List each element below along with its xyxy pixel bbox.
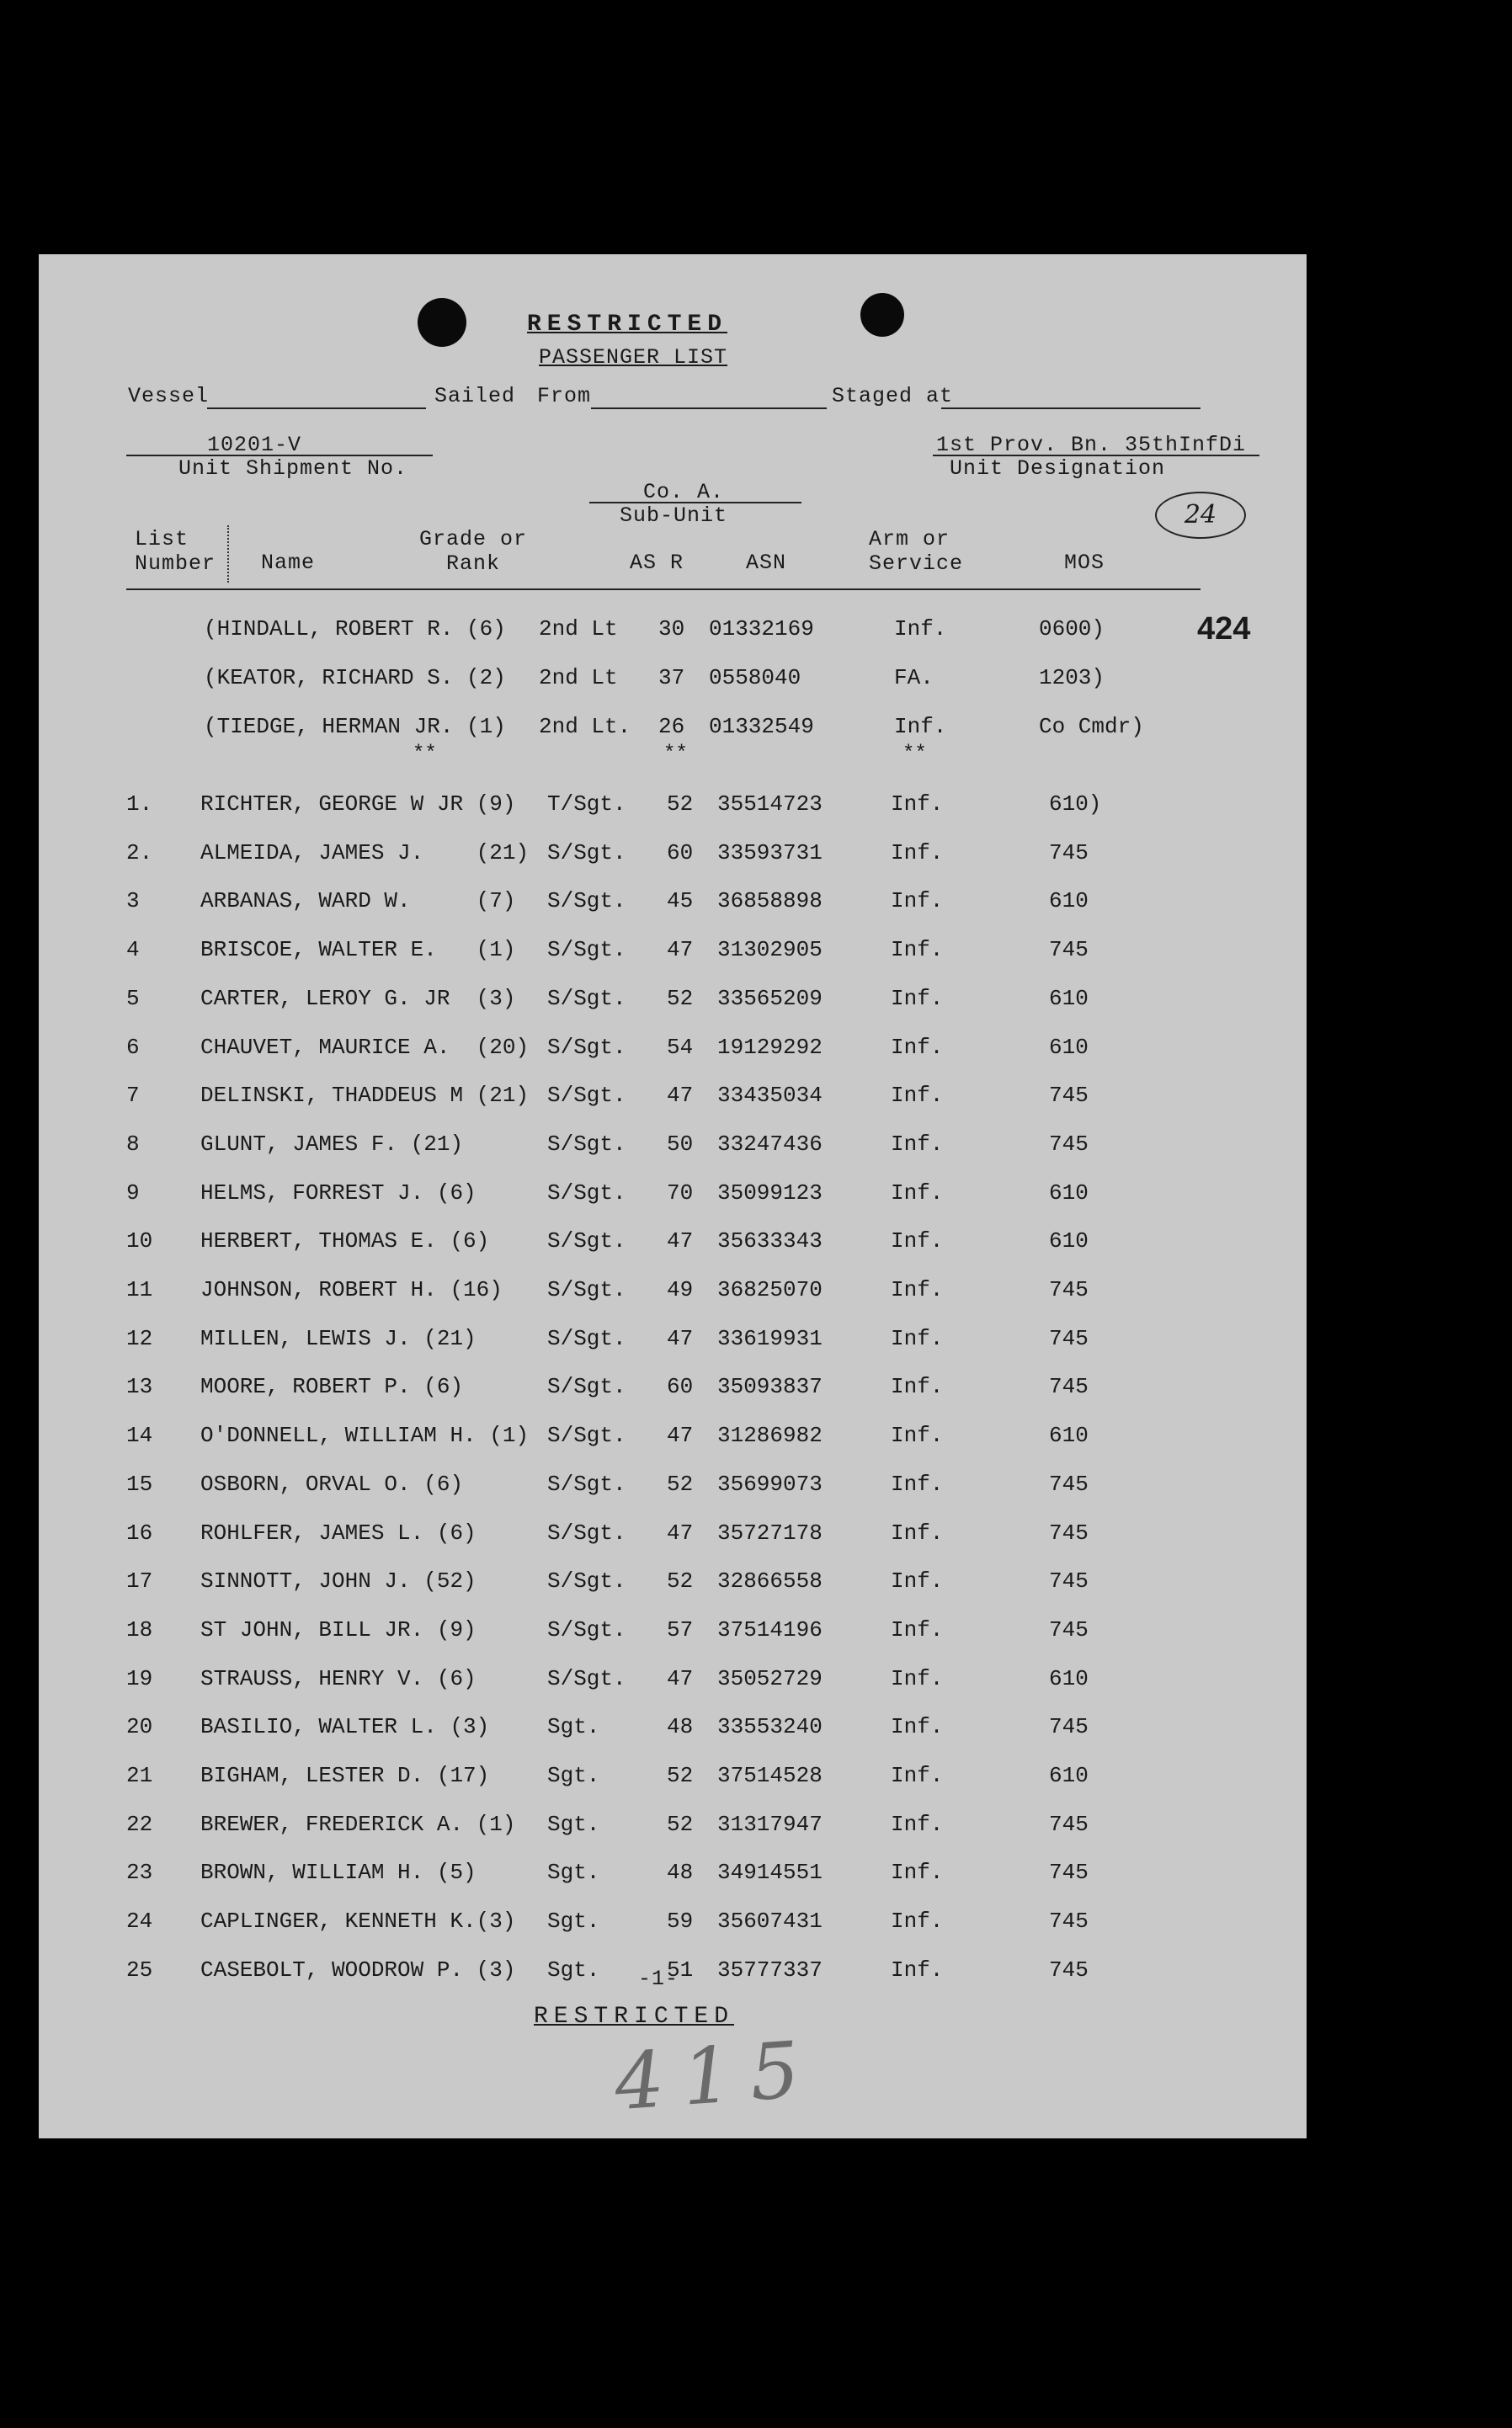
passenger-grade: S/Sgt. xyxy=(547,1374,626,1399)
list-number: 7 xyxy=(126,1083,140,1108)
passenger-asr: 51 xyxy=(667,1957,694,1983)
passenger-mos: 745 xyxy=(1049,937,1089,962)
passenger-asr: 60 xyxy=(667,840,694,865)
vessel-blank xyxy=(207,407,426,409)
list-number: 1. xyxy=(126,791,153,817)
passenger-arm: Inf. xyxy=(891,791,944,817)
list-number: 24 xyxy=(126,1909,153,1934)
passenger-grade: S/Sgt. xyxy=(547,937,626,962)
passenger-asr: 52 xyxy=(667,1812,694,1837)
passenger-name: ST JOHN, BILL JR. (9) xyxy=(200,1617,476,1643)
list-number: 21 xyxy=(126,1763,153,1788)
col-name: Name xyxy=(261,551,316,575)
passenger-name: DELINSKI, THADDEUS M (21) xyxy=(200,1083,530,1108)
officer-arm: Inf. xyxy=(894,714,947,739)
passenger-row xyxy=(39,1617,1307,1651)
passenger-asr: 52 xyxy=(667,986,694,1011)
col-asr: AS R xyxy=(630,551,684,575)
passenger-mos: 610 xyxy=(1049,1423,1089,1448)
document-title: PASSENGER LIST xyxy=(539,345,728,370)
passenger-mos: 745 xyxy=(1049,1860,1089,1885)
passenger-asn: 35633343 xyxy=(717,1228,823,1254)
from-label: From xyxy=(537,384,592,408)
passenger-name: CHAUVET, MAURICE A. (20) xyxy=(200,1035,530,1060)
officer-asn: 01332169 xyxy=(709,616,814,642)
passenger-asr: 45 xyxy=(667,888,694,913)
passenger-arm: Inf. xyxy=(891,1472,944,1497)
list-number: 15 xyxy=(126,1472,153,1497)
passenger-asn: 31302905 xyxy=(717,937,823,962)
officer-asn: 0558040 xyxy=(709,665,801,690)
passenger-asn: 35093837 xyxy=(717,1374,823,1399)
passenger-grade: T/Sgt. xyxy=(547,791,626,817)
passenger-mos: 610 xyxy=(1049,1228,1089,1254)
passenger-arm: Inf. xyxy=(891,1326,944,1351)
passenger-row xyxy=(39,1909,1307,1942)
passenger-mos: 745 xyxy=(1049,1326,1089,1351)
passenger-arm: Inf. xyxy=(891,1860,944,1885)
officer-grade: 2nd Lt xyxy=(539,616,618,642)
passenger-asr: 48 xyxy=(667,1860,694,1885)
passenger-row xyxy=(39,986,1307,1020)
passenger-asn: 31286982 xyxy=(717,1423,823,1448)
passenger-asr: 59 xyxy=(667,1909,694,1934)
footer-page-number: -1- xyxy=(638,1967,679,1991)
unit-designation: 1st Prov. Bn. 35thInfDi xyxy=(936,433,1247,457)
passenger-row xyxy=(39,1520,1307,1554)
passenger-grade: S/Sgt. xyxy=(547,1666,626,1691)
passenger-grade: S/Sgt. xyxy=(547,1472,626,1497)
passenger-asr: 52 xyxy=(667,1472,694,1497)
sub-unit: Co. A. xyxy=(643,480,725,504)
passenger-name: GLUNT, JAMES F. (21) xyxy=(200,1131,464,1157)
passenger-mos: 745 xyxy=(1049,1083,1089,1108)
passenger-arm: Inf. xyxy=(891,1812,944,1837)
passenger-asr: 54 xyxy=(667,1035,694,1060)
list-number: 9 xyxy=(126,1180,140,1206)
passenger-row xyxy=(39,1568,1307,1602)
sub-unit-label: Sub-Unit xyxy=(620,503,728,528)
passenger-asr: 47 xyxy=(667,1520,694,1546)
passenger-asn: 36825070 xyxy=(717,1277,823,1302)
passenger-arm: Inf. xyxy=(891,1617,944,1643)
passenger-mos: 610 xyxy=(1049,1763,1089,1788)
officer-row xyxy=(39,616,1307,650)
list-number: 17 xyxy=(126,1568,153,1594)
passenger-name: ARBANAS, WARD W. (7) xyxy=(200,888,516,913)
passenger-asn: 33553240 xyxy=(717,1714,823,1739)
passenger-arm: Inf. xyxy=(891,1228,944,1254)
list-number: 20 xyxy=(126,1714,153,1739)
passenger-row xyxy=(39,937,1307,971)
passenger-name: CARTER, LEROY G. JR (3) xyxy=(200,986,516,1011)
passenger-arm: Inf. xyxy=(891,1568,944,1594)
document-page xyxy=(39,254,1307,2138)
passenger-asr: 60 xyxy=(667,1374,694,1399)
officer-name: (HINDALL, ROBERT R. (6) xyxy=(204,616,506,642)
punch-hole-left xyxy=(418,298,466,347)
passenger-grade: S/Sgt. xyxy=(547,1520,626,1546)
passenger-asr: 47 xyxy=(667,937,694,962)
passenger-row xyxy=(39,1035,1307,1068)
passenger-asn: 32866558 xyxy=(717,1568,823,1594)
officer-mos: 0600) xyxy=(1039,616,1105,642)
passenger-asr: 52 xyxy=(667,1568,694,1594)
passenger-row xyxy=(39,1763,1307,1797)
passenger-asr: 48 xyxy=(667,1714,694,1739)
passenger-name: ROHLFER, JAMES L. (6) xyxy=(200,1520,476,1546)
officer-asr: 26 xyxy=(658,714,685,739)
passenger-grade: S/Sgt. xyxy=(547,1277,626,1302)
passenger-mos: 610) xyxy=(1049,791,1102,817)
passenger-arm: Inf. xyxy=(891,1423,944,1448)
list-number: 14 xyxy=(126,1423,153,1448)
list-number: 25 xyxy=(126,1957,153,1983)
passenger-arm: Inf. xyxy=(891,1131,944,1157)
passenger-row xyxy=(39,1228,1307,1262)
passenger-grade: Sgt. xyxy=(547,1860,600,1885)
passenger-asr: 49 xyxy=(667,1277,694,1302)
passenger-grade: S/Sgt. xyxy=(547,840,626,865)
passenger-row xyxy=(39,1812,1307,1845)
passenger-row xyxy=(39,1860,1307,1893)
punch-hole-right xyxy=(860,293,904,337)
list-number: 11 xyxy=(126,1277,153,1302)
passenger-mos: 745 xyxy=(1049,1714,1089,1739)
passenger-row xyxy=(39,1326,1307,1360)
col-arm: Arm or Service xyxy=(869,527,964,576)
passenger-name: BASILIO, WALTER L. (3) xyxy=(200,1714,490,1739)
passenger-name: BIGHAM, LESTER D. (17) xyxy=(200,1763,490,1788)
officer-grade: 2nd Lt xyxy=(539,665,618,690)
officer-mos: Co Cmdr) xyxy=(1039,714,1144,739)
passenger-mos: 745 xyxy=(1049,1277,1089,1302)
passenger-name: JOHNSON, ROBERT H. (16) xyxy=(200,1277,503,1302)
list-number: 10 xyxy=(126,1228,153,1254)
list-number: 2. xyxy=(126,840,153,865)
passenger-arm: Inf. xyxy=(891,888,944,913)
list-number: 4 xyxy=(126,937,140,962)
passenger-name: RICHTER, GEORGE W JR (9) xyxy=(200,791,516,817)
passenger-asr: 52 xyxy=(667,791,694,817)
passenger-name: BROWN, WILLIAM H. (5) xyxy=(200,1860,476,1885)
passenger-grade: S/Sgt. xyxy=(547,1083,626,1108)
list-number: 12 xyxy=(126,1326,153,1351)
officer-arm: Inf. xyxy=(894,616,947,642)
passenger-row xyxy=(39,1131,1307,1165)
passenger-arm: Inf. xyxy=(891,1763,944,1788)
passenger-grade: S/Sgt. xyxy=(547,1423,626,1448)
passenger-arm: Inf. xyxy=(891,1083,944,1108)
passenger-name: ALMEIDA, JAMES J. (21) xyxy=(200,840,530,865)
passenger-asn: 37514528 xyxy=(717,1763,823,1788)
staged-blank xyxy=(941,407,1201,409)
passenger-row xyxy=(39,1180,1307,1214)
list-number: 8 xyxy=(126,1131,140,1157)
passenger-mos: 610 xyxy=(1049,1035,1089,1060)
passenger-asn: 33593731 xyxy=(717,840,823,865)
passenger-mos: 745 xyxy=(1049,1374,1089,1399)
passenger-name: O'DONNELL, WILLIAM H. (1) xyxy=(200,1423,530,1448)
officer-mos: 1203) xyxy=(1039,665,1105,690)
passenger-mos: 610 xyxy=(1049,1180,1089,1206)
passenger-asn: 35607431 xyxy=(717,1909,823,1934)
passenger-asn: 33435034 xyxy=(717,1083,823,1108)
passenger-mos: 745 xyxy=(1049,1957,1089,1983)
from-blank xyxy=(591,407,827,409)
passenger-asn: 31317947 xyxy=(717,1812,823,1837)
passenger-mos: 745 xyxy=(1049,840,1089,865)
passenger-mos: 745 xyxy=(1049,1131,1089,1157)
passenger-mos: 745 xyxy=(1049,1472,1089,1497)
passenger-asn: 35099123 xyxy=(717,1180,823,1206)
passenger-asn: 35514723 xyxy=(717,791,823,817)
passenger-grade: Sgt. xyxy=(547,1909,600,1934)
passenger-row xyxy=(39,1714,1307,1748)
list-number: 19 xyxy=(126,1666,153,1691)
restricted-header: RESTRICTED xyxy=(527,311,728,338)
passenger-grade: S/Sgt. xyxy=(547,1617,626,1643)
restricted-footer: RESTRICTED xyxy=(534,2004,735,2030)
passenger-asn: 33565209 xyxy=(717,986,823,1011)
list-number: 22 xyxy=(126,1812,153,1837)
stars-asr: ** xyxy=(663,743,688,765)
shipment-number: 10201-V xyxy=(207,433,302,457)
vessel-label: Vessel xyxy=(128,384,210,408)
passenger-arm: Inf. xyxy=(891,937,944,962)
col-grade: Grade or Rank xyxy=(419,527,528,576)
sailed-label: Sailed xyxy=(434,384,516,408)
passenger-row xyxy=(39,1423,1307,1456)
passenger-grade: Sgt. xyxy=(547,1763,600,1788)
passenger-grade: S/Sgt. xyxy=(547,888,626,913)
passenger-name: STRAUSS, HENRY V. (6) xyxy=(200,1666,476,1691)
passenger-grade: S/Sgt. xyxy=(547,1180,626,1206)
passenger-grade: Sgt. xyxy=(547,1957,600,1983)
passenger-arm: Inf. xyxy=(891,1035,944,1060)
passenger-row xyxy=(39,840,1307,874)
passenger-grade: S/Sgt. xyxy=(547,1326,626,1351)
passenger-asn: 19129292 xyxy=(717,1035,823,1060)
passenger-mos: 745 xyxy=(1049,1568,1089,1594)
passenger-grade: S/Sgt. xyxy=(547,1228,626,1254)
passenger-arm: Inf. xyxy=(891,986,944,1011)
passenger-name: OSBORN, ORVAL O. (6) xyxy=(200,1472,464,1497)
shipment-label: Unit Shipment No. xyxy=(178,456,408,481)
passenger-row xyxy=(39,888,1307,922)
passenger-grade: S/Sgt. xyxy=(547,1568,626,1594)
passenger-arm: Inf. xyxy=(891,1277,944,1302)
passenger-asr: 70 xyxy=(667,1180,694,1206)
passenger-name: CASEBOLT, WOODROW P. (3) xyxy=(200,1957,516,1983)
officer-asr: 30 xyxy=(658,616,685,642)
stars-name: ** xyxy=(413,743,437,765)
officer-asr: 37 xyxy=(658,665,685,690)
passenger-mos: 745 xyxy=(1049,1617,1089,1643)
circled-number: 24 xyxy=(1155,492,1246,539)
passenger-arm: Inf. xyxy=(891,1909,944,1934)
passenger-asn: 35052729 xyxy=(717,1666,823,1691)
passenger-mos: 745 xyxy=(1049,1520,1089,1546)
passenger-asn: 35777337 xyxy=(717,1957,823,1983)
passenger-name: HERBERT, THOMAS E. (6) xyxy=(200,1228,490,1254)
passenger-grade: S/Sgt. xyxy=(547,1131,626,1157)
passenger-name: HELMS, FORREST J. (6) xyxy=(200,1180,476,1206)
passenger-arm: Inf. xyxy=(891,1957,944,1983)
passenger-asn: 33619931 xyxy=(717,1326,823,1351)
passenger-name: SINNOTT, JOHN J. (52) xyxy=(200,1568,476,1594)
passenger-arm: Inf. xyxy=(891,1180,944,1206)
passenger-asr: 47 xyxy=(667,1423,694,1448)
passenger-asn: 35699073 xyxy=(717,1472,823,1497)
list-number: 16 xyxy=(126,1520,153,1546)
list-number: 13 xyxy=(126,1374,153,1399)
officer-arm: FA. xyxy=(894,665,934,690)
unit-designation-label: Unit Designation xyxy=(950,456,1166,481)
passenger-row xyxy=(39,1472,1307,1505)
passenger-asr: 47 xyxy=(667,1326,694,1351)
list-number: 3 xyxy=(126,888,140,913)
list-number: 23 xyxy=(126,1860,153,1885)
passenger-mos: 745 xyxy=(1049,1909,1089,1934)
passenger-mos: 745 xyxy=(1049,1812,1089,1837)
passenger-name: CAPLINGER, KENNETH K.(3) xyxy=(200,1909,516,1934)
list-number: 5 xyxy=(126,986,140,1011)
passenger-row xyxy=(39,1277,1307,1311)
passenger-asr: 52 xyxy=(667,1763,694,1788)
passenger-asn: 36858898 xyxy=(717,888,823,913)
passenger-row xyxy=(39,1083,1307,1116)
passenger-asn: 33247436 xyxy=(717,1131,823,1157)
passenger-asn: 34914551 xyxy=(717,1860,823,1885)
officer-name: (TIEDGE, HERMAN JR. (1) xyxy=(204,714,506,739)
col-mos: MOS xyxy=(1064,551,1105,575)
header-rule xyxy=(126,588,1201,590)
passenger-name: BREWER, FREDERICK A. (1) xyxy=(200,1812,516,1837)
passenger-name: MOORE, ROBERT P. (6) xyxy=(200,1374,464,1399)
passenger-asr: 50 xyxy=(667,1131,694,1157)
officer-asn: 01332549 xyxy=(709,714,814,739)
passenger-grade: Sgt. xyxy=(547,1714,600,1739)
list-number: 6 xyxy=(126,1035,140,1060)
passenger-arm: Inf. xyxy=(891,1374,944,1399)
passenger-asn: 37514196 xyxy=(717,1617,823,1643)
passenger-grade: S/Sgt. xyxy=(547,1035,626,1060)
passenger-grade: Sgt. xyxy=(547,1812,600,1837)
stars-arm: ** xyxy=(902,743,927,765)
officer-name: (KEATOR, RICHARD S. (2) xyxy=(204,665,506,690)
col-list-number: List Number xyxy=(135,527,216,576)
handwritten-number: 415 xyxy=(611,2023,822,2128)
passenger-name: BRISCOE, WALTER E. (1) xyxy=(200,937,516,962)
passenger-arm: Inf. xyxy=(891,1666,944,1691)
passenger-mos: 610 xyxy=(1049,1666,1089,1691)
col-asn: ASN xyxy=(746,551,787,575)
list-number: 18 xyxy=(126,1617,153,1643)
passenger-asr: 57 xyxy=(667,1617,694,1643)
passenger-asn: 35727178 xyxy=(717,1520,823,1546)
passenger-row xyxy=(39,791,1307,825)
officer-row xyxy=(39,665,1307,699)
passenger-mos: 610 xyxy=(1049,888,1089,913)
page-stamp-number: 424 xyxy=(1197,611,1251,647)
passenger-arm: Inf. xyxy=(891,1520,944,1546)
officer-grade: 2nd Lt. xyxy=(539,714,631,739)
passenger-mos: 610 xyxy=(1049,986,1089,1011)
passenger-row xyxy=(39,1666,1307,1700)
staged-label: Staged at xyxy=(832,384,954,408)
passenger-asr: 47 xyxy=(667,1666,694,1691)
passenger-asr: 47 xyxy=(667,1228,694,1254)
passenger-asr: 47 xyxy=(667,1083,694,1108)
passenger-name: MILLEN, LEWIS J. (21) xyxy=(200,1326,476,1351)
passenger-arm: Inf. xyxy=(891,840,944,865)
passenger-arm: Inf. xyxy=(891,1714,944,1739)
passenger-grade: S/Sgt. xyxy=(547,986,626,1011)
passenger-row xyxy=(39,1374,1307,1408)
col-divider xyxy=(227,525,229,583)
